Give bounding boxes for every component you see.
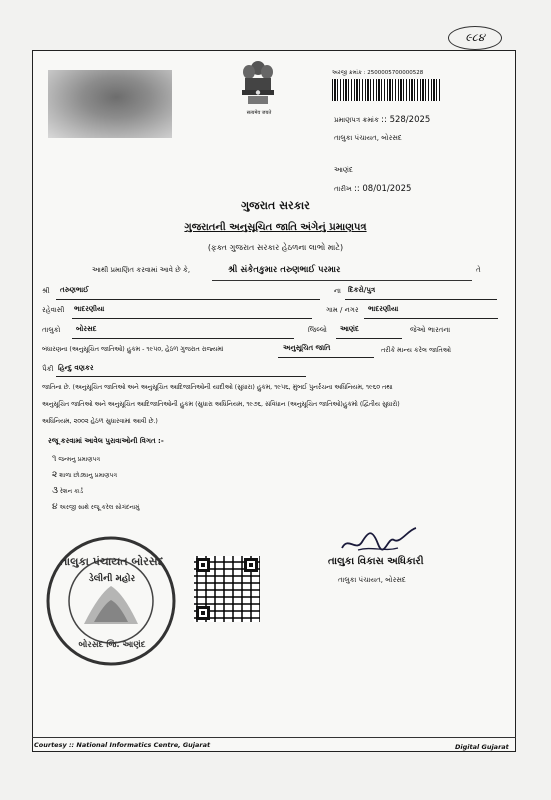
document-item-number: ૨	[52, 470, 58, 480]
applicant-photo	[48, 70, 172, 138]
te-text: તે	[476, 266, 481, 274]
signatory-title: તાલુકા વિકાસ અધિકારી	[328, 556, 424, 567]
document-item	[52, 470, 117, 480]
relation: દિકરો/પુત્ર	[348, 286, 376, 294]
india-text: જેઓ ભારતના	[410, 326, 451, 334]
document-item-number: ૪	[52, 502, 58, 512]
person-name: શ્રી સંકેતકુમાર તરુણભાઈ પરમાર	[228, 265, 341, 275]
seal-outer-text: તાલુકા પંચાયત બોરસદ	[60, 555, 164, 568]
government-title: ગુજરાત સરકાર	[241, 199, 310, 212]
legal-paragraph-line-3: અધિનિયમ, ૨૦૦૨ હેઠળ સુધારવામાં આવી છે.)	[42, 418, 158, 425]
document-item	[52, 454, 100, 464]
caste-prefix: પૈકી	[42, 365, 54, 373]
recognized-text: તરીકે માન્ય કરેલ જાતિઓ	[381, 346, 452, 354]
document-item-text: અરજી સાથે રજૂ કરેલ સોગંદનામું	[59, 504, 140, 511]
taluka-value: બોરસદ	[76, 325, 97, 333]
footer-courtesy: Courtesy :: National Informatics Centre, Gujarat	[34, 741, 211, 749]
resident-value: ભાદરણીયા	[74, 305, 105, 313]
caste-value: હિન્દુ વણકર	[58, 364, 94, 372]
barcode	[332, 79, 440, 101]
shri-label: શ્રી	[42, 287, 50, 295]
father-name: તરુણભાઈ	[60, 286, 89, 294]
emblem-motto: सत्यमेव जयते	[246, 110, 272, 116]
district-value: આણંદ	[340, 325, 359, 333]
certificate-subtitle: (ફક્ત ગુજરાત સરકાર હેઠળના લાભો માટે)	[207, 243, 344, 252]
document-item-text: રેશન કાર્ડ	[59, 488, 84, 495]
category-value: અનુસૂચિત જાતિ	[283, 344, 331, 352]
footer-brand: Digital Gujarat	[455, 743, 509, 751]
date-label: તારીખ	[334, 185, 352, 193]
document-item	[52, 486, 83, 496]
document-item-number: ૧	[52, 454, 57, 464]
na-text: ના	[334, 287, 341, 295]
date-value: :: 08/01/2025	[353, 184, 412, 194]
seal-center-text: ડેલીની મહોર	[88, 574, 136, 584]
document-item-number: ૩	[52, 486, 58, 496]
seal-bottom-text: બોરસદ જિ. આણંદ	[78, 640, 146, 650]
qr-code	[194, 556, 260, 622]
signatory-office: તાલુકા પંચાયત, બોરસદ	[338, 576, 406, 584]
certify-prefix: આથી પ્રમાણિત કરવામાં આવે છે કે,	[92, 266, 191, 274]
document-item-text: જન્મનુ પ્રમાણપત્ર	[58, 456, 101, 463]
issuer-district: આણંદ	[334, 166, 353, 174]
cert-no-value: :: 528/2025	[381, 115, 431, 125]
signature	[338, 522, 420, 558]
document-item	[52, 502, 140, 512]
issue-date	[334, 184, 411, 194]
certificate-title: ગુજરાતની અનુસૂચિત જાતિ અંગેનું પ્રમાણપત્ર	[184, 222, 367, 233]
resident-label: રહેવાસી	[42, 306, 65, 314]
national-emblem-icon	[236, 58, 280, 110]
village-value: ભાદરણીયા	[368, 305, 399, 313]
village-label: ગામ / નગર	[326, 306, 359, 314]
cert-no-label: પ્રમાણપત્ર ક્રમાંક	[334, 116, 379, 124]
documents-heading: રજૂ કરવામાં આવેલ પુરાવાઓની વિગત :-	[48, 437, 164, 445]
legal-paragraph-line-2: અનુસૂચિત જાતિઓ અને અનુસૂચિત આદિજાતિઓની હુકમ (સુધારા અધિનિયમ, ૧૯૭૬, સંવિધાન (અનુસૂચિત જાતિઓ)હુકમો (દ્વિતીય સુધારો)	[42, 401, 400, 408]
handwritten-page-number	[448, 26, 502, 50]
certificate-number	[334, 115, 430, 125]
page-number-text: ૯૮૪	[465, 31, 485, 44]
application-serial-number: અરજી ક્રમાંક : 2500005700000528	[332, 70, 424, 76]
office-line: તાલુકા પંચાયત, બોરસદ	[334, 134, 402, 142]
district-label: જિલ્લો	[308, 326, 327, 334]
taluka-label: તાલુકો	[42, 326, 61, 334]
constitution-text: બંધારણના (અનુસૂચિત જાતિઓ) હુકમ - ૧૯૫૦, હેઠળ ગુજરાત રાજ્યમાં	[42, 346, 224, 353]
legal-paragraph-line-1: જાતિના છે. (અનુસૂચિત જાતિઓ અને અનુસૂચિત આદિજાતિઓની યાદીઓ (સુધારા) હુકમ, ૧૯૫૬, મુંબઈ પુનર્રચના અધિનિયમ, ૧૯૬૦ તથા	[42, 384, 393, 391]
document-item-text: શાળા છોડ્યાનુ પ્રમાણપત્ર	[59, 472, 118, 479]
